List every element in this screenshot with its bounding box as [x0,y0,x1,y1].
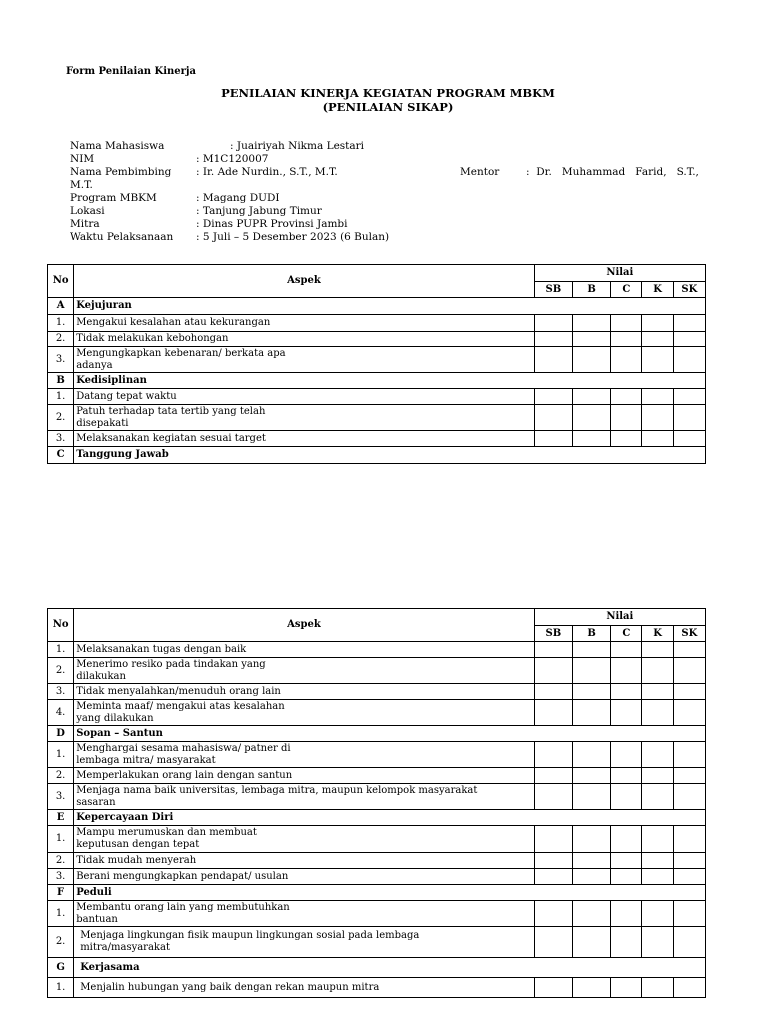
score-cell-sb[interactable] [534,901,572,927]
aspect-text [74,784,534,810]
row-number: 3. [48,431,74,447]
section-row [48,885,706,901]
aspect-text: Tidak menyalahkan/menuduh orang lain [74,684,534,700]
mitra-value: : Dinas PUPR Provinsi Jambi [196,218,348,230]
score-cell-c[interactable] [611,869,642,885]
score-cell-sb[interactable] [534,826,572,853]
score-cell-c[interactable] [611,405,642,431]
score-cell-b[interactable] [572,853,610,869]
aspect-text: Berani mengungkapkan pendapat/ usulan [74,869,534,885]
aspect-text: Menjalin hubungan yang baik dengan rekan maupun mitra [74,978,534,998]
table-row [48,784,706,810]
assessment-table-2 [47,608,706,998]
section-title: Kejujuran [74,298,706,315]
header-b: B [572,282,610,298]
lokasi-value: : Tanjung Jabung Timur [196,205,322,217]
score-cell-c[interactable] [611,853,642,869]
table-row [48,927,706,958]
aspect-text-line: Membantu orang lain yang membutuhkan [76,901,290,913]
aspect-text [74,347,534,373]
section-row [48,373,706,389]
score-cell-c[interactable] [611,978,642,998]
table-row [48,978,706,998]
score-cell-sb[interactable] [534,431,572,447]
aspect-text-line: keputusan dengan tepat [76,839,200,850]
aspect-text [74,700,534,726]
aspect-text-line: lembaga mitra/ masyarakat [76,754,216,766]
section-row [48,447,706,464]
score-cell-b[interactable] [572,315,610,332]
row-number: 3. [48,784,74,810]
header-sk: SK [673,626,705,642]
score-cell-k[interactable] [642,901,673,927]
section-title: Kepercayaan Diri [74,810,706,826]
section-row [48,958,706,978]
score-cell-k[interactable] [642,347,673,373]
aspect-text [74,826,534,853]
aspect-text [74,901,534,927]
header-sb: SB [534,282,572,298]
score-cell-sk[interactable] [673,389,705,405]
row-number: 1. [48,901,74,927]
aspect-text [74,927,534,958]
score-cell-b[interactable] [572,332,610,347]
table-row [48,853,706,869]
score-cell-sb[interactable] [534,853,572,869]
aspect-text-line: sasaran [76,796,116,808]
score-cell-sb[interactable] [534,742,572,768]
score-cell-sk[interactable] [673,784,705,810]
score-cell-c[interactable] [611,642,642,658]
score-cell-sk[interactable] [673,347,705,373]
table-row [48,389,706,405]
nim-value: : M1C120007 [196,153,269,165]
row-number: E [48,810,74,826]
row-number: F [48,885,74,901]
aspect-text-line: Mengungkapkan kebenaran/ berkata apa [76,347,286,359]
score-cell-sk[interactable] [673,978,705,998]
score-cell-k[interactable] [642,869,673,885]
form-label: Form Penilaian Kinerja [66,66,197,77]
aspect-text [74,405,534,431]
aspect-text: Mengakui kesalahan atau kekurangan [74,315,534,332]
aspect-text-line: Mampu merumuskan dan membuat [76,827,257,838]
score-cell-k[interactable] [642,784,673,810]
score-cell-sb[interactable] [534,784,572,810]
row-number: A [48,298,74,315]
aspect-text-line: Meminta maaf/ mengakui atas kesalahan [76,700,285,712]
nim-label: NIM [70,153,95,165]
nama-value: : Juairiyah Nikma Lestari [230,140,365,152]
row-number: 2. [48,853,74,869]
score-cell-b[interactable] [572,742,610,768]
score-cell-k[interactable] [642,658,673,684]
score-cell-b[interactable] [572,389,610,405]
row-number: 1. [48,642,74,658]
waktu-value: : 5 Juli – 5 Desember 2023 (6 Bulan) [196,231,390,243]
row-number: 3. [48,684,74,700]
aspect-text-line: mitra/masyarakat [80,942,170,953]
score-cell-c[interactable] [611,901,642,927]
section-row [48,298,706,315]
header-aspek: Aspek [74,609,534,642]
score-cell-sb[interactable] [534,869,572,885]
header-no: No [48,609,74,642]
score-cell-b[interactable] [572,700,610,726]
score-cell-c[interactable] [611,315,642,332]
score-cell-sb[interactable] [534,405,572,431]
score-cell-c[interactable] [611,826,642,853]
nama-label: Nama Mahasiswa [70,140,165,152]
aspect-text-line: disepakati [76,417,129,429]
pembimbing-value: : Ir. Ade Nurdin., S.T., M.T. [196,166,338,178]
score-cell-c[interactable] [611,684,642,700]
table-row [48,700,706,726]
score-cell-sk[interactable] [673,901,705,927]
score-cell-k[interactable] [642,700,673,726]
pembimbing-label: Nama Pembimbing [70,166,172,178]
score-cell-b[interactable] [572,658,610,684]
aspect-text: Melaksanakan kegiatan sesuai target [74,431,534,447]
section-title: Kerjasama [74,958,706,978]
program-label: Program MBKM [70,192,157,204]
table-row [48,768,706,784]
row-number: 2. [48,768,74,784]
header-sk: SK [673,282,705,298]
aspect-text-line: Menjaga nama baik universitas, lembaga mitra, maupun kelompok masyarakat [76,784,478,796]
row-number: 2. [48,405,74,431]
score-cell-c[interactable] [611,742,642,768]
row-number: 4. [48,700,74,726]
table-row [48,869,706,885]
aspect-text: Tidak mudah menyerah [74,853,534,869]
header-sb: SB [534,626,572,642]
aspect-text-line: dilakukan [76,670,126,682]
aspect-text: Tidak melakukan kebohongan [74,332,534,347]
score-cell-sb[interactable] [534,332,572,347]
section-row [48,810,706,826]
section-title: Sopan – Santun [74,726,706,742]
score-cell-b[interactable] [572,642,610,658]
score-cell-sk[interactable] [673,332,705,347]
section-row [48,726,706,742]
score-cell-k[interactable] [642,315,673,332]
waktu-label: Waktu Pelaksanaan [70,231,174,243]
header-aspek: Aspek [74,265,534,298]
mentor-label: Mentor [460,166,500,178]
section-title: Peduli [74,885,706,901]
row-number: 3. [48,347,74,373]
score-cell-c[interactable] [611,700,642,726]
score-cell-sk[interactable] [673,853,705,869]
table-row [48,405,706,431]
section-title: Kedisiplinan [74,373,706,389]
score-cell-sk[interactable] [673,826,705,853]
row-number: D [48,726,74,742]
score-cell-sk[interactable] [673,658,705,684]
score-cell-sk[interactable] [673,869,705,885]
section-title: Tanggung Jawab [74,447,706,464]
header-no: No [48,265,74,298]
score-cell-c[interactable] [611,332,642,347]
row-number: 2. [48,927,74,958]
score-cell-k[interactable] [642,978,673,998]
score-cell-sb[interactable] [534,642,572,658]
score-cell-k[interactable] [642,768,673,784]
aspect-text-line: yang dilakukan [76,712,154,724]
table-row [48,431,706,447]
score-cell-b[interactable] [572,784,610,810]
row-number: 3. [48,869,74,885]
score-cell-c[interactable] [611,389,642,405]
aspect-text: Melaksanakan tugas dengan baik [74,642,534,658]
aspect-text-line: Patuh terhadap tata tertib yang telah [76,405,266,417]
score-cell-b[interactable] [572,927,610,958]
score-cell-sb[interactable] [534,658,572,684]
score-cell-c[interactable] [611,768,642,784]
score-cell-sb[interactable] [534,700,572,726]
score-cell-sb[interactable] [534,684,572,700]
score-cell-c[interactable] [611,927,642,958]
row-number: 1. [48,315,74,332]
score-cell-k[interactable] [642,405,673,431]
score-cell-b[interactable] [572,431,610,447]
row-number: 1. [48,826,74,853]
score-cell-c[interactable] [611,431,642,447]
score-cell-b[interactable] [572,347,610,373]
table-row [48,901,706,927]
header-k: K [642,282,673,298]
score-cell-k[interactable] [642,332,673,347]
aspect-text-line: bantuan [76,913,118,925]
header-nilai: Nilai [534,265,705,282]
score-cell-sb[interactable] [534,978,572,998]
table-row [48,742,706,768]
score-cell-k[interactable] [642,684,673,700]
score-cell-sk[interactable] [673,315,705,332]
score-cell-sk[interactable] [673,742,705,768]
page-subtitle: (PENILAIAN SIKAP) [322,100,454,114]
score-cell-sk[interactable] [673,642,705,658]
table-row [48,826,706,853]
assessment-table-1 [47,264,706,464]
score-cell-b[interactable] [572,768,610,784]
row-number: 2. [48,658,74,684]
score-cell-c[interactable] [611,784,642,810]
aspect-text-line: adanya [76,359,113,371]
row-number: C [48,447,74,464]
aspect-text: Datang tepat waktu [74,389,534,405]
score-cell-sk[interactable] [673,768,705,784]
header-b: B [572,626,610,642]
score-cell-b[interactable] [572,901,610,927]
aspect-text [74,658,534,684]
program-value: : Magang DUDI [196,192,280,204]
score-cell-sb[interactable] [534,315,572,332]
mentor-value: : Dr. Muhammad Farid, S.T., [526,166,699,178]
row-number: 1. [48,742,74,768]
score-cell-k[interactable] [642,927,673,958]
aspect-text-line: Menghargai sesama mahasiswa/ patner di [76,742,291,754]
aspect-text: Memperlakukan orang lain dengan santun [74,768,534,784]
header-c: C [611,282,642,298]
score-cell-sk[interactable] [673,405,705,431]
table-row [48,315,706,332]
score-cell-b[interactable] [572,405,610,431]
score-cell-sk[interactable] [673,431,705,447]
header-c: C [611,626,642,642]
table-row [48,642,706,658]
aspect-text-line: Menjaga lingkungan fisik maupun lingkungan sosial pada lembaga [80,930,420,941]
row-number: 2. [48,332,74,347]
row-number: 1. [48,389,74,405]
score-cell-k[interactable] [642,742,673,768]
score-cell-sk[interactable] [673,700,705,726]
table-row [48,347,706,373]
score-cell-k[interactable] [642,642,673,658]
mentor-value-cont: M.T. [70,179,93,191]
score-cell-b[interactable] [572,978,610,998]
table-row [48,332,706,347]
aspect-text [74,742,534,768]
page-title: PENILAIAN KINERJA KEGIATAN PROGRAM MBKM [221,86,555,100]
score-cell-b[interactable] [572,684,610,700]
header-nilai: Nilai [534,609,705,626]
score-cell-k[interactable] [642,431,673,447]
table-row [48,658,706,684]
mitra-label: Mitra [70,218,100,230]
score-cell-c[interactable] [611,347,642,373]
score-cell-sb[interactable] [534,768,572,784]
lokasi-label: Lokasi [70,205,105,217]
score-cell-sb[interactable] [534,347,572,373]
score-cell-b[interactable] [572,869,610,885]
score-cell-c[interactable] [611,658,642,684]
row-number: 1. [48,978,74,998]
score-cell-k[interactable] [642,389,673,405]
score-cell-b[interactable] [572,826,610,853]
score-cell-sk[interactable] [673,684,705,700]
header-k: K [642,626,673,642]
row-number: B [48,373,74,389]
score-cell-sb[interactable] [534,927,572,958]
score-cell-sb[interactable] [534,389,572,405]
table-row [48,684,706,700]
score-cell-sk[interactable] [673,927,705,958]
score-cell-k[interactable] [642,826,673,853]
score-cell-k[interactable] [642,853,673,869]
row-number: G [48,958,74,978]
aspect-text-line: Menerimo resiko pada tindakan yang [76,658,266,670]
